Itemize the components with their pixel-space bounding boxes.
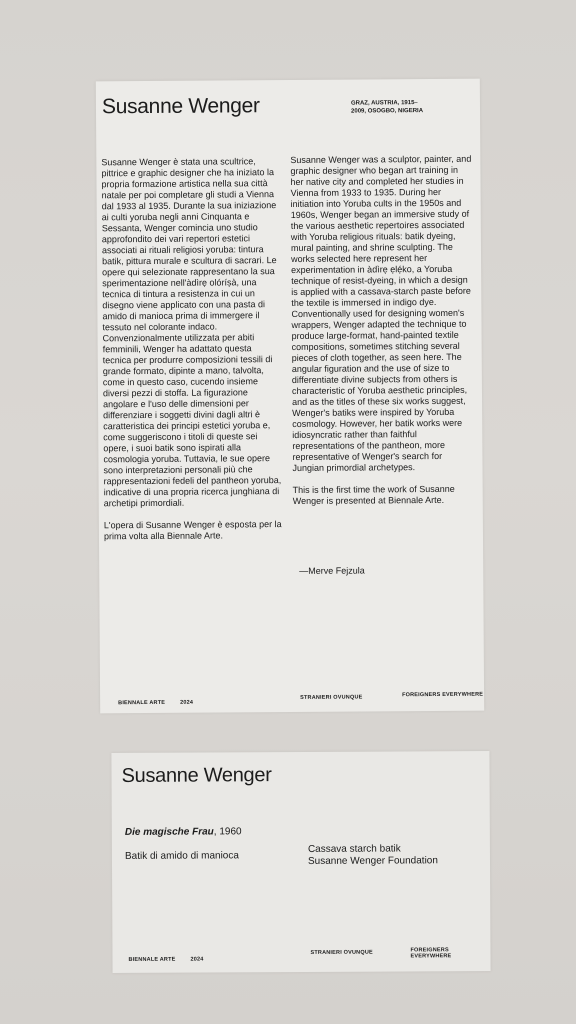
artwork-owner: Susanne Wenger Foundation	[307, 855, 438, 867]
footer-org: BIENNALE ARTE	[118, 699, 166, 707]
english-paragraph-2: This is the first time the work of Susanne Wenger is presented at Biennale Arte.	[292, 483, 455, 506]
place-line-1: GRAZ, AUSTRIA, 1915–	[350, 100, 418, 107]
footer-year: 2024	[180, 699, 194, 706]
birth-death-places	[351, 99, 471, 116]
author-credit: —Merve Fejzula	[299, 565, 365, 576]
wall-label-artwork	[111, 751, 490, 973]
footer-theme-english: FOREIGNERS EVERYWHERE	[402, 691, 484, 699]
english-text-column	[290, 154, 475, 518]
artwork-year: , 1960	[213, 826, 242, 838]
artist-name: Susanne Wenger	[101, 94, 260, 119]
footer-org-secondary: BIENNALE ARTE	[128, 956, 176, 963]
medium-italian: Batik di amido di manioca	[124, 850, 239, 862]
italian-paragraph-1: Susanne Wenger è stata una scultrice, pittrice e graphic designer che ha iniziato la propria formazione artistica nella sua città natale per poi completare gli studi a Vienna dal 1933 al 1935. Durante la sua iniziazione ai culti yoruba negli anni Cinquanta e Sessanta, Wenger comincia uno studio approfondito dei vari repertori estetici associati ai rituali religiosi yoruba: tintura batik, pittura murale e scultura di sacrari. Le opere qui selezionate rappresentano la sua sperimentazione nell'àdìrẹ olóríṣà, una tecnica di tintura a resistenza in cui un disegno viene applicato con una pasta di amido di manioca prima di immergere il tessuto nel colorante indaco. Convenzionalmente utilizzata per abiti femminili, Wenger ha adattato questa tecnica per produrre composizioni tessili di grande formato, dipinte a mano, talvolta, come in questo caso, cucendo insieme diversi pezzi di stoffa. La figurazione angolare e l'uso delle dimensioni per differenziare i soggetti divini dagli altri è caratteristica dei principi estetici yoruba e, come suggeriscono i titoli di queste sei opere, i suoi batik sono ispirati alla cosmologia yoruba. Tuttavia, le sue opere sono interpretazioni personali più che rappresentazioni fedeli del pantheon yoruba, indicative di una propria ricerca junghiana di archetipi primordiali.	[101, 156, 282, 509]
medium-english: Cassava starch batik	[307, 843, 401, 855]
artwork-title-line	[125, 826, 242, 838]
italian-paragraph-2: L'opera di Susanne Wenger è esposta per la prima volta alla Biennale Arte.	[103, 519, 282, 542]
footer-year-secondary: 2024	[190, 956, 204, 963]
artwork-title: Die magische Frau	[124, 826, 214, 838]
footer-theme-italian-secondary: STRANIERI OVUNQUE	[310, 949, 373, 956]
footer-theme-italian: STRANIERI OVUNQUE	[300, 694, 363, 701]
english-paragraph-1: Susanne Wenger was a sculptor, painter, and graphic designer who began art training in her native city and completed her studies in Vienna from 1933 to 1935. During her initiation into Yoruba cults in the 1950s and 1960s, Wenger began an immersive study of the various aesthetic repertoires associated with Yoruba religious rituals: batik dyeing, mural painting, and shrine sculpting. The works selected here represent her experimentation in àdìrẹ ẹlẹ́ko, a Yoruba technique of resist-dyeing, in which a design is applied with a cassava-starch paste before the textile is immersed in indigo dye. Conventionally used for designing women's wrappers, Wenger adapted the technique to produce large-format, hand-painted textile compositions, sometimes stitching several pieces of cloth together, as seen here. The angular figuration and the use of size to differentiate divine subjects from others is characteristic of Yoruba aesthetic principles, and as the titles of these six works suggest, Wenger's batiks were inspired by Yoruba cosmology. However, her batik works were idiosyncratic rather than faithful representations of the pantheon, more representative of Wenger's search for Jungian primordial archetypes.	[290, 153, 472, 473]
artist-name-secondary: Susanne Wenger	[121, 764, 272, 787]
italian-text-column	[101, 156, 282, 553]
footer-theme-english-secondary: FOREIGNERS EVERYWHERE	[410, 947, 452, 960]
place-line-2: 2009, OSOGBO, NIGERIA	[350, 108, 424, 115]
wall-label-main	[96, 79, 484, 714]
